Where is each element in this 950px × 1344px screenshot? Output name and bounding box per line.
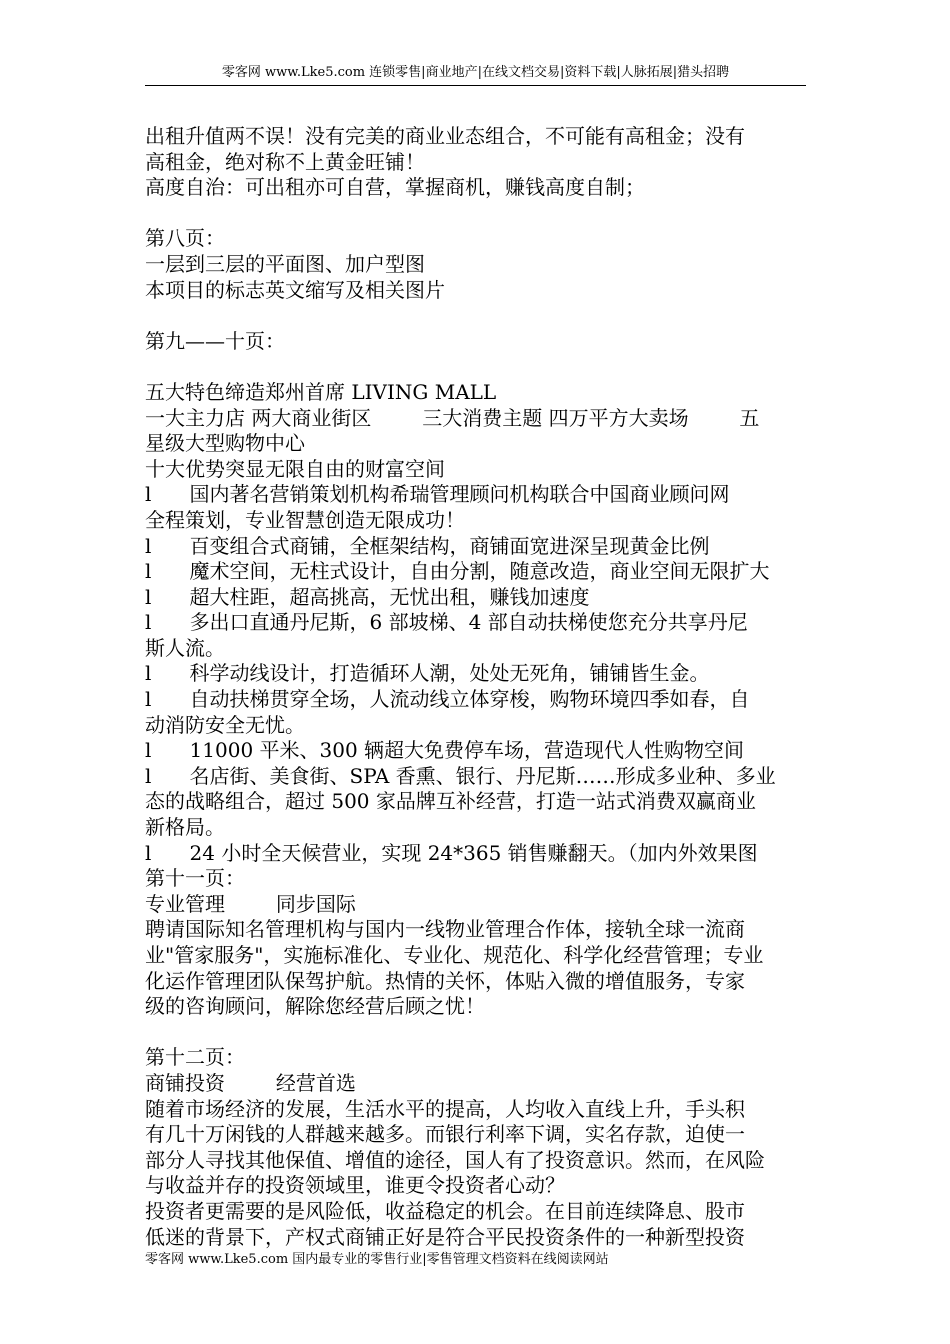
text-line: 高租金，绝对称不上黄金旺铺！ xyxy=(145,149,425,174)
text-line: 聘请国际知名管理机构与国内一线物业管理合作体，接轨全球一流商 xyxy=(145,917,745,942)
bullet-line: l 超大柱距，超高挑高，无忧出租，赚钱加速度 xyxy=(145,584,590,609)
text-line: 投资者更需要的是风险低，收益稳定的机会。在目前连续降息、股市 xyxy=(145,1198,745,1223)
bullet-line: l 科学动线设计，打造循环人潮，处处无死角，铺铺皆生金。 xyxy=(145,661,710,686)
bullet-line: l 11000 平米、300 辆超大免费停车场，营造现代人性购物空间 xyxy=(145,738,745,763)
text-line: 低迷的背景下，产权式商铺正好是符合平民投资条件的一种新型投资 xyxy=(145,1224,745,1249)
section-heading: 第八页： xyxy=(145,226,225,251)
text-line: 本项目的标志英文缩写及相关图片 xyxy=(145,277,445,302)
bullet-line: l 百变组合式商铺，全框架结构，商铺面宽进深呈现黄金比例 xyxy=(145,533,710,558)
bullet-line: l 魔术空间，无柱式设计，自由分割，随意改造，商业空间无限扩大 xyxy=(145,559,770,584)
text-line: 动消防安全无忧。 xyxy=(145,712,305,737)
bullet-line: l 自动扶梯贯穿全场，人流动线立体穿梭，购物环境四季如春，自 xyxy=(145,687,750,712)
section-heading: 第十一页： xyxy=(145,866,245,891)
text-line: 新格局。 xyxy=(145,815,225,840)
section-heading: 第九——十页： xyxy=(145,328,285,353)
blank-line xyxy=(145,201,806,227)
text-line: 化运作管理团队保驾护航。热情的关怀，体贴入微的增值服务，专家 xyxy=(145,968,745,993)
bullet-line: l 名店街、美食街、SPA 香熏、银行、丹尼斯……形成多业种、多业 xyxy=(145,763,776,788)
text-line: 专业管理 同步国际 xyxy=(145,891,356,916)
page-footer: 零客网 www.Lke5.com 国内最专业的零售行业|零售管理文档资料在线阅读网站 xyxy=(145,1252,609,1267)
text-line: 业"管家服务"，实施标准化、专业化、规范化、科学化经营管理；专业 xyxy=(145,943,764,967)
text-line: 斯人流。 xyxy=(145,635,225,660)
text-line: 星级大型购物中心 xyxy=(145,431,305,456)
text-line: 部分人寻找其他保值、增值的途径，国人有了投资意识。然而，在风险 xyxy=(145,1147,765,1172)
section-heading: 第十二页： xyxy=(145,1045,245,1070)
text-line: 与收益并存的投资领域里，谁更令投资者心动？ xyxy=(145,1173,565,1198)
text-line: 态的战略组合，超过 500 家品牌互补经营，打造一站式消费双赢商业 xyxy=(145,789,756,814)
document-body xyxy=(145,124,806,1250)
text-line: 随着市场经济的发展，生活水平的提高，人均收入直线上升，手头积 xyxy=(145,1096,745,1121)
text-line: 五大特色缔造郑州首席 LIVING MALL xyxy=(145,379,497,404)
bullet-line: l 国内著名营销策划机构希瑞管理顾问机构联合中国商业顾问网 xyxy=(145,482,730,507)
text-line: 有几十万闲钱的人群越来越多。而银行利率下调，实名存款，迫使一 xyxy=(145,1122,745,1147)
blank-line xyxy=(145,1020,806,1046)
header-divider xyxy=(145,85,806,86)
text-line: 一层到三层的平面图、加户型图 xyxy=(145,251,425,276)
bullet-line: l 多出口直通丹尼斯，6 部坡梯、4 部自动扶梯使您充分共享丹尼 xyxy=(145,610,748,635)
text-line: 商铺投资 经营首选 xyxy=(145,1070,356,1095)
page-header: 零客网 www.Lke5.com 连锁零售|商业地产|在线文档交易|资料下载|人脉拓展|猎头招聘 xyxy=(221,65,730,80)
text-line: 全程策划，专业智慧创造无限成功！ xyxy=(145,507,465,532)
text-line: 级的咨询顾问，解除您经营后顾之忧！ xyxy=(145,994,485,1019)
blank-line xyxy=(145,354,806,380)
text-line: 一大主力店 两大商业街区 三大消费主题 四万平方大卖场 五 xyxy=(145,405,760,430)
blank-line xyxy=(145,303,806,329)
text-line: 出租升值两不误！没有完美的商业业态组合，不可能有高租金；没有 xyxy=(145,124,745,148)
text-line: 十大优势突显无限自由的财富空间 xyxy=(145,456,445,481)
bullet-line: l 24 小时全天候营业，实现 24*365 销售赚翻天。（加内外效果图 xyxy=(145,840,758,865)
text-line: 高度自治：可出租亦可自营，掌握商机，赚钱高度自制； xyxy=(145,175,645,200)
